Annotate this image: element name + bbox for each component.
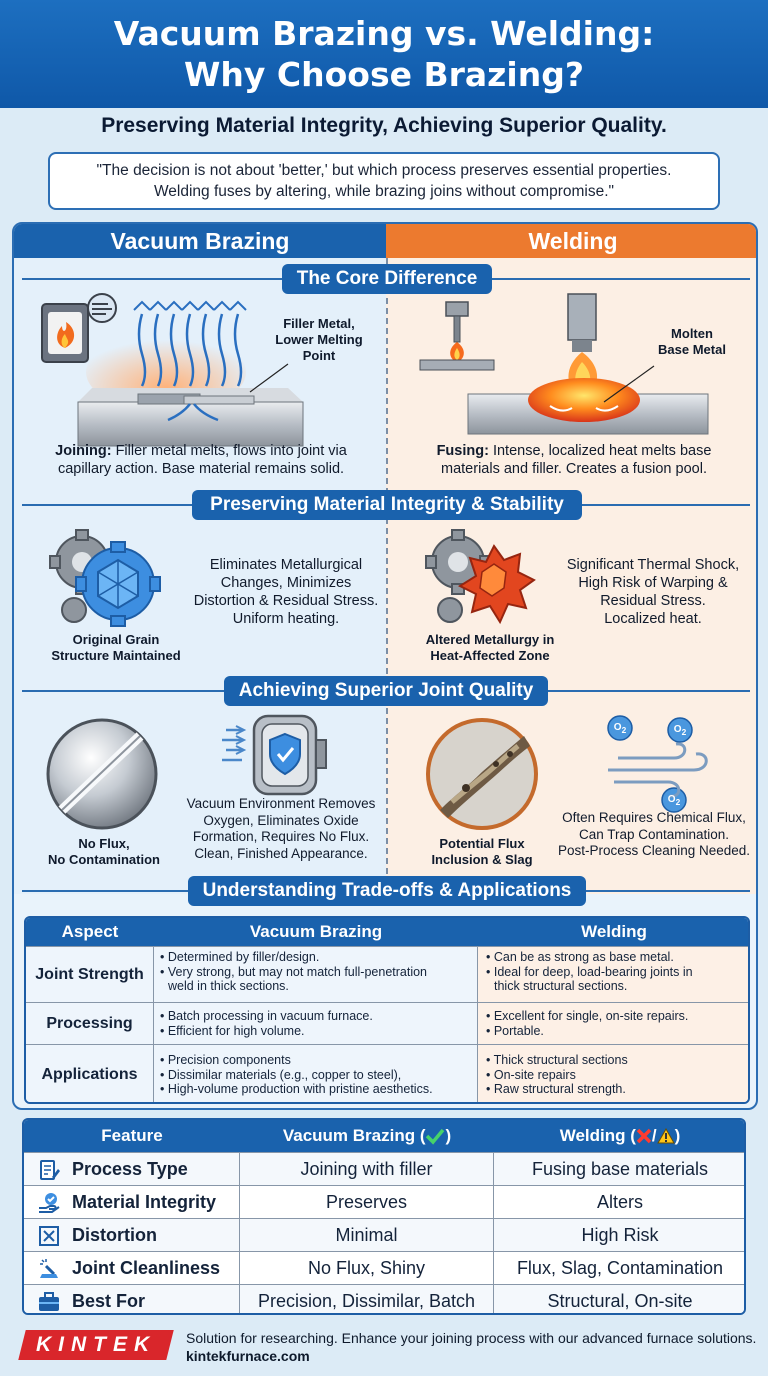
welding-bullet: thick structural sections. bbox=[494, 979, 628, 993]
filler-metal-label bbox=[264, 316, 374, 364]
joint-quality-title: Achieving Superior Joint Quality bbox=[224, 676, 548, 706]
brazing-value: Minimal bbox=[240, 1219, 494, 1251]
aspect-cell: Applications bbox=[26, 1045, 154, 1104]
brazing-value: Preserves bbox=[240, 1186, 494, 1218]
aspect-cell: Processing bbox=[26, 1003, 154, 1044]
brazing-bullet: weld in thick sections. bbox=[168, 979, 289, 993]
no-flux-caption-line-1: No Flux, bbox=[78, 836, 130, 851]
o2-symbol: O bbox=[667, 794, 676, 805]
altered-caption-line-1: Altered Metallurgy in bbox=[425, 632, 555, 647]
vacuum-environment-text bbox=[174, 796, 388, 862]
oxygen-label-2 bbox=[664, 722, 696, 740]
flux-inclusion-caption bbox=[412, 836, 552, 868]
welding-value: Alters bbox=[596, 1191, 643, 1212]
molten-metal-label bbox=[642, 326, 742, 358]
brazing-joining-line-1 bbox=[26, 442, 376, 460]
welding-header-close: ) bbox=[674, 1126, 681, 1145]
table-row bbox=[26, 1044, 748, 1104]
brazing-header-close: ) bbox=[445, 1126, 452, 1145]
flux-required-text bbox=[552, 810, 756, 860]
brazing-cell bbox=[154, 1045, 478, 1104]
flux-slag-joint-icon bbox=[426, 718, 540, 832]
oxygen-label-1 bbox=[604, 720, 636, 738]
col-welding bbox=[494, 1120, 746, 1152]
col-vacuum-brazing: Vacuum Brazing bbox=[249, 922, 383, 941]
welding-integrity-text bbox=[554, 556, 752, 628]
aspect-cell: Joint Strength bbox=[26, 947, 154, 1002]
joining-desc-1: Filler metal melts, flows into joint via bbox=[111, 443, 347, 459]
feature-name: Distortion bbox=[24, 1219, 240, 1251]
joining-term: Joining: bbox=[55, 443, 112, 459]
brazing-bullet: • Batch processing in vacuum furnace. bbox=[160, 1009, 373, 1023]
core-difference-title: The Core Difference bbox=[282, 264, 492, 294]
welding-integrity-line-1: Significant Thermal Shock, bbox=[566, 557, 740, 573]
welding-integrity-line-3: Residual Stress. bbox=[600, 593, 706, 609]
o2-subscript: 2 bbox=[681, 727, 687, 737]
welding-integrity-line-4: Localized heat. bbox=[604, 611, 702, 627]
brazing-bullet: • Dissimilar materials (e.g., copper to steel), bbox=[160, 1067, 402, 1082]
o2-subscript: 2 bbox=[675, 797, 681, 807]
vacuum-text-line-3: Formation, Requires No Flux. bbox=[192, 829, 370, 844]
o2-symbol: O bbox=[613, 722, 622, 733]
brazing-bullet: • Very strong, but may not match full-penetration bbox=[160, 964, 428, 979]
grain-caption bbox=[38, 632, 194, 664]
table-row bbox=[24, 1284, 744, 1315]
molten-label-line-1: Molten bbox=[671, 326, 713, 341]
welding-bullet: • Ideal for deep, load-bearing joints in bbox=[486, 964, 693, 979]
no-flux-caption bbox=[34, 836, 174, 868]
flux-caption-line-2: Inclusion & Slag bbox=[431, 852, 533, 867]
welding-cell bbox=[478, 1003, 750, 1044]
vacuum-text-line-2: Oxygen, Eliminates Oxide bbox=[203, 812, 359, 828]
filler-label-line-1: Filler Metal, bbox=[283, 316, 355, 331]
integrity-title: Preserving Material Integrity & Stability bbox=[192, 490, 582, 520]
feature-name: Material Integrity bbox=[24, 1186, 240, 1218]
flux-text-line-1: Often Requires Chemical Flux, bbox=[562, 810, 746, 825]
brazing-integrity-line-3: Distortion & Residual Stress. bbox=[193, 593, 379, 609]
brazing-joining-text bbox=[26, 442, 376, 478]
o2-symbol: O bbox=[673, 724, 682, 735]
page-title-line-1: Vacuum Brazing vs. Welding: bbox=[113, 14, 655, 53]
feature-summary-table bbox=[22, 1118, 746, 1315]
tradeoffs-table bbox=[24, 916, 750, 1104]
col-feature: Feature bbox=[101, 1126, 163, 1145]
vacuum-text-line-1: Vacuum Environment Removes bbox=[186, 796, 376, 811]
welding-cell bbox=[478, 1045, 750, 1104]
brazing-header-text: Vacuum Brazing ( bbox=[282, 1126, 426, 1145]
footer-url[interactable]: kintekfurnace.com bbox=[186, 1348, 310, 1364]
feature-table-header bbox=[24, 1120, 744, 1152]
vacuum-chamber-shield-icon bbox=[220, 710, 340, 796]
brazing-bullet: • High-volume production with pristine aesthetics. bbox=[160, 1082, 433, 1096]
table-row bbox=[24, 1185, 744, 1218]
welding-column-header: Welding bbox=[386, 224, 758, 258]
table-row bbox=[24, 1152, 744, 1185]
welding-header-text: Welding ( bbox=[559, 1126, 636, 1145]
feature-name: Best For bbox=[24, 1285, 240, 1315]
welding-bullet: • On-site repairs bbox=[486, 1067, 576, 1082]
welding-fusion-diagram bbox=[454, 294, 754, 434]
welding-fusing-line-1 bbox=[398, 442, 750, 460]
col-welding: Welding bbox=[581, 922, 647, 941]
brazing-integrity-line-2: Changes, Minimizes bbox=[220, 575, 352, 591]
comparison-panel bbox=[12, 222, 758, 1110]
welding-value: Structural, On-site bbox=[547, 1290, 693, 1311]
brazing-value: Precision, Dissimilar, Batch bbox=[240, 1285, 494, 1315]
footer bbox=[0, 1322, 768, 1376]
oxygen-label-3 bbox=[658, 792, 690, 810]
brazing-cell bbox=[154, 1003, 478, 1044]
footer-text: Solution for researching. Enhance your joining process with our advanced furnace solutions. bbox=[186, 1330, 757, 1346]
joining-desc-2: capillary action. Base material remains solid. bbox=[57, 461, 345, 477]
filler-label-line-3: Point bbox=[302, 348, 336, 363]
grain-structure-gear-icon bbox=[44, 528, 174, 638]
altered-metallurgy-gear-icon bbox=[420, 528, 550, 638]
flux-caption-line-1: Potential Flux bbox=[439, 836, 525, 851]
molten-label-line-2: Base Metal bbox=[658, 342, 726, 357]
table-row bbox=[26, 1002, 748, 1044]
table-row bbox=[24, 1218, 744, 1251]
altered-caption bbox=[408, 632, 572, 664]
table-row bbox=[26, 946, 748, 1002]
page-subtitle: Preserving Material Integrity, Achieving Superior Quality. bbox=[101, 114, 667, 137]
welding-bullet: • Raw structural strength. bbox=[486, 1082, 626, 1096]
page-header bbox=[0, 0, 768, 108]
brazing-value: Joining with filler bbox=[240, 1153, 494, 1185]
no-flux-caption-line-2: No Contamination bbox=[48, 852, 160, 867]
brazing-column-header: Vacuum Brazing bbox=[14, 224, 386, 258]
check-icon bbox=[425, 1127, 445, 1145]
brazing-cell bbox=[154, 947, 478, 1002]
quote-line-1: "The decision is not about 'better,' but which process preserves essential properties. bbox=[96, 162, 672, 179]
welding-bullet: • Portable. bbox=[486, 1023, 544, 1038]
brazing-integrity-text bbox=[184, 556, 388, 628]
welding-bullet: • Excellent for single, on-site repairs. bbox=[486, 1009, 689, 1023]
fusing-term: Fusing: bbox=[436, 443, 489, 459]
col-aspect: Aspect bbox=[61, 922, 119, 941]
kintek-logo bbox=[18, 1330, 173, 1360]
welding-cell bbox=[478, 947, 750, 1002]
brazing-integrity-line-4: Uniform heating. bbox=[232, 611, 340, 627]
brazing-bullet: • Determined by filler/design. bbox=[160, 950, 320, 964]
welding-header-slash: / bbox=[651, 1126, 657, 1145]
grain-caption-line-1: Original Grain bbox=[72, 632, 160, 647]
altered-caption-line-2: Heat-Affected Zone bbox=[430, 648, 550, 663]
feature-name: Process Type bbox=[24, 1153, 240, 1185]
welding-value: Fusing base materials bbox=[531, 1158, 709, 1179]
welding-integrity-line-2: High Risk of Warping & bbox=[578, 575, 728, 591]
warning-icon bbox=[657, 1128, 675, 1144]
flux-text-line-3: Post-Process Cleaning Needed. bbox=[557, 843, 751, 858]
fusing-desc-2: materials and filler. Creates a fusion pool. bbox=[441, 461, 707, 477]
table-row bbox=[24, 1251, 744, 1284]
col-vacuum-brazing bbox=[240, 1120, 494, 1152]
welding-value: Flux, Slag, Contamination bbox=[516, 1257, 724, 1278]
o2-subscript: 2 bbox=[621, 725, 627, 735]
shiny-joint-icon bbox=[46, 718, 160, 832]
vacuum-text-line-4: Clean, Finished Appearance. bbox=[194, 845, 368, 861]
welding-fusing-text bbox=[398, 442, 750, 478]
grain-caption-line-2: Structure Maintained bbox=[51, 648, 181, 663]
filler-label-line-2: Lower Melting bbox=[275, 332, 363, 347]
brazing-bullet: • Precision components bbox=[160, 1053, 291, 1067]
brazing-value: No Flux, Shiny bbox=[240, 1252, 494, 1284]
quote-line-2: Welding fuses by altering, while brazing joins without compromise." bbox=[153, 183, 615, 200]
quote-box bbox=[48, 152, 720, 210]
feature-table-body bbox=[24, 1152, 744, 1315]
brazing-bullet: • Efficient for high volume. bbox=[160, 1023, 305, 1038]
welding-bullet: • Thick structural sections bbox=[486, 1053, 628, 1067]
tradeoffs-table-header bbox=[26, 918, 748, 946]
flux-text-line-2: Can Trap Contamination. bbox=[578, 826, 730, 842]
welding-value: High Risk bbox=[581, 1224, 659, 1245]
fusing-desc-1: Intense, localized heat melts base bbox=[488, 443, 712, 459]
logo-text: KINTEK bbox=[35, 1333, 157, 1356]
welding-bullet: • Can be as strong as base metal. bbox=[486, 950, 674, 964]
cross-icon bbox=[636, 1128, 652, 1144]
feature-name: Joint Cleanliness bbox=[24, 1252, 240, 1284]
brazing-integrity-line-1: Eliminates Metallurgical bbox=[209, 557, 363, 573]
tradeoffs-title: Understanding Trade-offs & Applications bbox=[188, 876, 586, 906]
page-title-line-2: Why Choose Brazing? bbox=[184, 55, 584, 94]
